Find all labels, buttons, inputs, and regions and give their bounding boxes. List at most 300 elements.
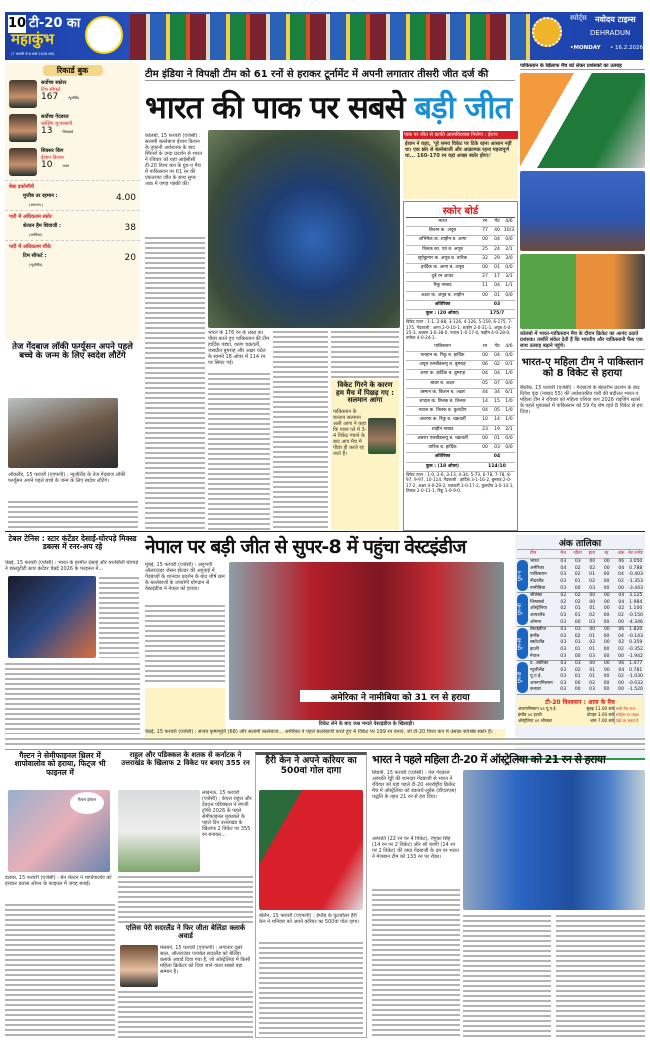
points-cell: -1.353 [628, 578, 643, 584]
points-cell: 0.359 [629, 640, 643, 646]
record-stat [5, 180, 140, 210]
section-title-line2: महाकुंभ [11, 30, 54, 48]
batter-stat: 00 [482, 435, 488, 441]
points-cell: 01 [574, 646, 581, 652]
points-cell: 03 [589, 687, 595, 693]
points-cell: 02 [618, 640, 625, 646]
perry-lead: मेलबर्न, 15 फरवरी (एएफपी) : लगातार दूसरे साल, ऑलराउंडर एनाबेल सदरलैंड को बेलिंडा क्लार्क अवार्ड दिया गया है, जो ऑस्ट्रेलिया में किसी महिला क्रिकेटर को दिया जाने वाला सबसे बड़ा सम्मान है। [160, 945, 251, 975]
points-header [517, 550, 643, 559]
salman-quote-box [331, 380, 399, 530]
scoreboard-col: रन [482, 219, 488, 224]
summary-label: कुल : (20 ओवर) [425, 311, 459, 317]
salman-agha-photo [368, 418, 396, 454]
points-row [530, 593, 643, 600]
batter-stat: 17 [494, 274, 500, 280]
batter-stat: 05 [482, 380, 488, 386]
batter-stat: 34 [494, 389, 500, 395]
page-number: 10 [8, 16, 27, 31]
points-cell: 00 [603, 653, 610, 659]
points-cell: 01 [574, 606, 581, 612]
points-cell: 01 [589, 646, 595, 652]
tennis-headline: गैल्टन ने सेमीफाइनल थ्रिलर में शापोवालोव को हराया, फिट्ज भी फाइनल में [14, 751, 106, 777]
batter-stat: 04 [482, 408, 488, 414]
points-cell: 1.477 [629, 661, 643, 667]
points-col: टीम [530, 551, 537, 556]
summary-value: 175/7 [489, 311, 505, 317]
points-team: यू.ए.ई. [530, 674, 542, 680]
batter-stat: 0/1 [505, 362, 513, 368]
points-cell: -0.403 [628, 572, 643, 578]
group-tag: ग्रुप-डी [517, 662, 528, 693]
newspaper-name: नवोदय टाइम्स [595, 15, 636, 24]
points-cell: 00 [618, 687, 624, 693]
points-cell: 04 [618, 565, 625, 571]
points-cell: 00 [618, 680, 624, 686]
points-cell: -4.346 [628, 619, 643, 625]
group-rows [530, 661, 643, 694]
batter-name: बाबर ब. अक्षर [430, 380, 455, 386]
points-team: ऑस्ट्रेलिया [530, 606, 547, 612]
batter-stat: 0/0 [505, 237, 513, 243]
batter-stat: 40 [494, 228, 500, 234]
batter-name: तिलक का. एवं ब. अयूब [422, 246, 463, 252]
nepal-headline: नेपाल पर बड़ी जीत से सुपर-8 में पहुंचा वेस्टइंडीज [145, 536, 466, 558]
stat-value: 4.00 [115, 193, 136, 203]
women-t20-body1 [372, 888, 460, 1038]
batter-name: अयूब एलबीडब्ल्यू ब. बुमराह [419, 362, 466, 368]
points-row [530, 640, 643, 647]
batter-stat: 05 [494, 408, 500, 414]
batter-stat: 0/0 [505, 292, 513, 298]
points-cell: 00 [603, 565, 610, 571]
batter-stat: 00 [482, 265, 488, 271]
batter-name: अबरार एलबीडब्ल्यू ब. चक्रवर्ती [417, 435, 468, 441]
points-cell: 00 [589, 599, 596, 605]
batter-row [406, 398, 515, 407]
today-match: इंग्लैंड vs इटली [518, 712, 542, 718]
points-cell: 03 [574, 559, 581, 565]
tt-body-col [99, 576, 139, 658]
batter-stat: 00 [482, 292, 488, 298]
section-subtitle: (7 फरवरी से 8 मार्च 2026 तक) [11, 52, 55, 56]
points-row [530, 620, 643, 627]
points-cell: 00 [589, 627, 596, 633]
points-team: नेपाल [530, 653, 540, 659]
points-cell: 3.125 [629, 593, 643, 599]
batter-row [406, 435, 515, 444]
player-avatar [9, 148, 37, 176]
ferguson-lead: ऑकलैंड, 15 फरवरी (एएफपी) : न्यूजीलैंड के तेज गेंदबाज लॉकी फर्ग्यूसन अपने पहले बच्चे के जन्म के लिए स्वदेश लौटेंगे। [8, 472, 126, 484]
batter-stat: 00 [482, 237, 488, 243]
batter-row [406, 292, 515, 301]
today-match-row [518, 718, 614, 724]
points-cell: 01 [589, 674, 595, 680]
points-cell: 03 [560, 578, 567, 584]
today-time: सुबह 11.00 बजे [586, 706, 614, 712]
points-group [517, 559, 643, 593]
points-cell: 00 [574, 619, 581, 625]
women-t20-body2 [463, 914, 551, 1038]
batter-stat: 04 [494, 283, 500, 289]
points-cell: 03 [560, 680, 567, 686]
points-cell: 03 [560, 674, 567, 680]
points-cell: 00 [603, 627, 610, 633]
stat-title: बेस्ट इकोनॉमी [9, 184, 35, 190]
batter-stat: 10 [482, 417, 488, 423]
record-team: भारत [62, 164, 70, 168]
batter-stat: 14 [482, 399, 488, 405]
points-cell: 00 [574, 687, 581, 693]
harry-kane-photo [259, 790, 363, 910]
main-headline [145, 86, 520, 128]
points-table-title: अंक तालिका [517, 536, 643, 550]
tennis-player-photo [8, 790, 110, 872]
batter-stat: 6/1 [505, 389, 513, 395]
fans-caption: कोलंबो में भारत-पाकिस्तान मैच के दौरान क्रिकेट का आनंद उठाते प्रशंसक। तस्वीरें संकेत देती हैं कि भारतीय और पाकिस्तानी फैंस एक साथ उत्साह बढ़ाने पहुंचे। [520, 331, 645, 350]
stat-title: पारी में अधिकतम चौके [9, 244, 51, 250]
record-book-panel [5, 63, 140, 340]
batter-row [406, 282, 515, 291]
points-cell: 02 [560, 599, 567, 605]
summary-value: 03 [493, 301, 501, 307]
scoreboard-col: गेंद [494, 343, 500, 349]
points-cell: 01 [589, 606, 596, 612]
points-cell: 02 [589, 578, 595, 584]
scoreboard-header [406, 218, 515, 227]
record-info [41, 148, 69, 178]
batter-name: अक्षर क. अयूब ब. शाहीन [421, 292, 464, 298]
points-cell: -0.143 [628, 633, 643, 639]
points-cell: 02 [574, 667, 581, 673]
scoreboard-col: रन [482, 343, 488, 349]
points-cell: 03 [560, 627, 567, 633]
points-row [530, 586, 643, 593]
points-cell: 02 [618, 646, 624, 652]
points-team: इंग्लैंड [530, 633, 540, 639]
points-team: न्यूजीलैंड [530, 667, 545, 673]
batter-stat: 14 [494, 417, 500, 423]
women-t20-lead: सिडनी, 15 फरवरी (एजेंसी) : तेज गेंदबाज अरुंधति रेड्डी की शानदार गेंदबाजी से भारत ने रविवार को यहां पहले टी-20 अंतर्राष्ट्रीय क्रिकेट मैच में ऑस्ट्रेलिया को डकवर्थ-लुईस (डीएलएस) पद्धति के तहत 21 रन से हरा दिया। [372, 770, 457, 800]
record-item [5, 146, 140, 180]
women-t20-body3 [556, 914, 645, 1038]
batter-name: शाहीन नाबाद [431, 426, 454, 432]
points-row [530, 559, 643, 566]
fans-kicker: पाकिस्तान के खिलाफ मैच को लेकर प्रशंसकों का उत्साह [520, 63, 645, 70]
tt-headline: टेबल टेनिस : स्टार कंटेंडर देसाई-घोरपड़े मिक्स्ड डबल्स में रनर-अप रहे [8, 534, 137, 552]
edition-day: •MONDAY [570, 45, 601, 51]
batter-stat: 77 [482, 228, 488, 234]
main-headline-blue: बड़ी जीत [414, 90, 512, 126]
points-row [530, 572, 643, 579]
points-cell: 02 [560, 606, 567, 612]
points-col: मैच [560, 551, 566, 556]
innings-team: भारत [438, 219, 447, 224]
kane-lead: बर्लिन, 15 फरवरी (एएफपी) : इंग्लैंड के फुटबॉलर हैरी केन ने शनिवार को अपने करियर का 500वां गोल दागा। [259, 913, 360, 925]
batter-row [406, 273, 515, 282]
stat-value: 20 [124, 253, 136, 263]
kane-headline: हैरी केन ने अपने करियर का 500वां गोल दागा [265, 756, 357, 776]
points-cell: 03 [560, 667, 567, 673]
edition-city: DEHRADUN [590, 29, 631, 37]
batter-name: सूर्यकुमार क. अयूब ब. तारिक [417, 255, 468, 261]
points-row [530, 674, 643, 681]
group-rows [530, 559, 643, 592]
ranji-body [118, 875, 253, 923]
record-book-title: रिकार्ड बुक [43, 65, 103, 76]
batter-stat: 0/0 [505, 265, 513, 271]
batter-stat: 11 [482, 283, 488, 289]
batter-row [406, 264, 515, 273]
edition-date: • 16.2.2026 [610, 45, 643, 51]
today-matches-title: टी-20 विश्वकप : आज के मैच [545, 699, 615, 707]
main-para2: भारत के 176 रन के लक्ष्य का पीछा करते हुए पाकिस्तान की टीम हार्दिक पंड्या, वरुण चक्रवर्ती, जसप्रीत बुमराह और अक्षर पटेल के सामने 18 ओवर में 114 रन पर सिमट गई। [208, 330, 270, 366]
batter-row [406, 246, 515, 255]
fall-of-wickets: विकेट पतन : 1-0, 2-6, 3-13, 4-34, 5-73, 6-78, 7-78, 8-97, 9-97, 10-114. गेंदबाजी : हार्दिक 3-1-16-2, बुमराह 2-0-17-2, अक्षर 4-0-29-2, चक्रवर्ती 3-0-17-2, कुलदीप 3-0-14-1, तिलक 2-0-11-1, रिंकू 1-0-9-0. [406, 471, 514, 493]
divider [5, 749, 645, 750]
points-cell: 03 [560, 559, 567, 565]
today-note: सभी मैच स्टार स्पोर्ट्स पर लाइव देखे जा सकते हैं [614, 706, 642, 724]
innings-summary-row [406, 310, 515, 319]
points-row [530, 668, 643, 675]
points-cell: 00 [603, 633, 610, 639]
bcci-logo [532, 17, 562, 47]
record-label: सर्वोच्च गेंदबाज [41, 114, 69, 120]
points-team: भारत [530, 559, 539, 565]
points-cell: 03 [589, 653, 595, 659]
points-team: जिम्बाब्वे [530, 599, 545, 605]
points-team: द. अफ्रीका [530, 661, 549, 667]
points-cell: 03 [560, 633, 567, 639]
batter-row [406, 255, 515, 264]
batter-stat: 07 [494, 380, 500, 386]
points-cell: -1.520 [628, 687, 643, 693]
points-cell: 01 [574, 612, 581, 618]
points-cell: 00 [603, 585, 610, 591]
batter-name: अभिषेक क. शाहीन ब. आगा [418, 237, 467, 243]
batter-stat: 02 [494, 362, 500, 368]
batter-stat: 04 [494, 237, 500, 243]
points-cell: 03 [560, 572, 567, 578]
tt-body [5, 662, 140, 734]
points-cell: 00 [589, 661, 596, 667]
main-body-col2 [208, 372, 270, 530]
points-cell: 06 [618, 661, 625, 667]
batter-row [406, 444, 515, 453]
batter-name: नवाज क. तिलक ब. कुलदीप [418, 408, 467, 414]
points-row [530, 661, 643, 668]
ishan-quote-title: पाक पर जीत से काफी आत्मविश्वास मिलेगा : ईशान [403, 131, 518, 139]
batter-stat: 1/0 [505, 417, 513, 423]
batter-stat: 2/1 [505, 246, 513, 252]
record-stat [5, 210, 140, 240]
record-player: ब्लेसिंग मुजरबानी [41, 121, 73, 127]
points-col: नेट रनरेट [628, 551, 644, 556]
points-col: रद्द [604, 551, 609, 556]
ferguson-body [8, 500, 138, 528]
points-cell: 04 [618, 572, 624, 578]
tt-lead: चेन्नई, 15 फरवरी (एजेंसी) : भारत के हरमीत देसाई और यशस्विनी घोरपड़े ने डब्ल्यूटीटी स्टार कंटेंडर चेन्नई 2026 के फाइनल में... [5, 560, 139, 572]
points-row [530, 606, 643, 613]
batter-stat: 23 [482, 426, 488, 432]
section-title-line1: टी-20 का [29, 16, 81, 31]
points-cell: 00 [603, 612, 610, 618]
points-cell: 00 [603, 593, 610, 599]
points-row [530, 634, 643, 641]
stat-team: (अफगान.) [29, 203, 44, 207]
points-cell: -0.150 [628, 612, 643, 618]
points-cell: 04 [618, 593, 625, 599]
points-cell: 03 [589, 619, 595, 625]
today-match: अफगानिस्तान vs यू.ए.ई. [518, 706, 557, 712]
batter-stat: 0/0 [505, 435, 513, 441]
batter-stat: 27 [482, 274, 488, 280]
points-cell: 04 [560, 565, 567, 571]
fans-friends-photo [520, 254, 645, 329]
batter-row [406, 407, 515, 416]
batter-name: दुबे रन आउट [431, 274, 454, 280]
points-cell: 01 [574, 578, 581, 584]
points-cell: -1.030 [628, 674, 643, 680]
points-cell: 00 [603, 667, 610, 673]
scoreboard-col: गेंद [494, 219, 500, 224]
batter-stat: 01 [494, 292, 500, 298]
batter-stat: 1/1 [505, 283, 513, 289]
batter-stat: 01 [494, 435, 500, 441]
india-women-celebration-photo [463, 770, 645, 910]
points-cell: 03 [560, 661, 567, 667]
stat-team: (न्यूजीलैंड) [29, 263, 43, 267]
divider [5, 531, 645, 532]
points-cell: 02 [574, 633, 581, 639]
section-label: स्पोर्ट्स [570, 14, 587, 22]
salman-quote-title: विकेट गिरने के कारण हम मैच में पिछड़ गए : सलमान आगा [336, 381, 394, 405]
record-item [5, 78, 140, 112]
usa-headline: अमेरिका ने नामीबिया को 31 रन से हराया [300, 690, 500, 702]
stat-player: शेल्डन हैम शिवाजी : [23, 223, 61, 229]
batter-stat: 15 [494, 399, 500, 405]
batter-row [406, 236, 515, 245]
batter-stat: 25 [482, 246, 488, 252]
group-rows [530, 593, 643, 626]
batter-stat: 00 [482, 445, 488, 451]
nepal-lead: मुंबई, 15 फरवरी (एजेंसी) : अनुभवी ऑलराउंडर जेसन होल्डर की अगुवाई में गेंदबाजों के शानदार प्रदर्शन के बाद शीर्ष क्रम के बल्लेबाजों के उपयोगी योगदान से वेस्टइंडीज ने नेपाल को हराया। [145, 562, 225, 592]
points-cell: 03 [574, 661, 581, 667]
points-cell: 00 [618, 585, 624, 591]
tennis-body [5, 903, 115, 1038]
perry-headline: एलिस पेरी सदरलैंड ने फिर जीता बेलिंडा क्लार्क अवार्ड [125, 924, 246, 940]
batter-name: हार्दिक क. आगा ब. अयूब [421, 265, 464, 271]
record-value-row [41, 94, 79, 102]
points-cell: 01 [589, 633, 595, 639]
points-cell: 00 [618, 619, 624, 625]
scoreboard-title: स्कोर बोर्ड [406, 203, 515, 218]
points-cell: 04 [618, 633, 624, 639]
points-cell: 00 [603, 646, 610, 652]
record-value: 13 [41, 126, 53, 136]
batter-stat: 01 [494, 265, 500, 271]
kane-body [259, 941, 363, 1036]
points-team: आयरलैंड [530, 612, 545, 618]
points-team: नीदरलैंड [530, 578, 544, 584]
fall-of-wickets: विकेट पतन : 1-1, 2-88, 3-126, 4-126, 5-159, 6-175, 7-175. गेंदबाजी : आगा 2-0-10-1, शाहीन 2-0-31-1, अयूब 4-0-25-3, अबरार 3-0-38-0, नवाज 1-0-17-0, फहीम 4-0-28-0, तारिक 4-0-24-1. [406, 319, 513, 341]
innings-summary-row [406, 301, 515, 310]
perry-body [118, 990, 253, 1038]
women-t20-headline: भारत ने पहले महिला टी-20 में ऑस्ट्रेलिया को 21 रन से हराया [372, 753, 606, 766]
points-group [517, 627, 643, 661]
stat-row [9, 253, 136, 263]
points-cell: 06 [618, 627, 625, 633]
record-value: 10 [41, 160, 53, 170]
ishan-quote-box [403, 131, 518, 199]
stat-title: पारी में अधिकतम स्कोर [9, 214, 52, 220]
points-cell: 02 [618, 606, 625, 612]
batter-name: रिंकू नाबाद [433, 283, 452, 289]
points-row [530, 613, 643, 620]
batter-row [406, 389, 515, 398]
ferguson-photo [8, 398, 118, 468]
ishan-quote-text: ईशान ने कहा, 'पूरे समय विकेट पर टिके रहना आसान नहीं था। एक छोर से बल्लेबाजी और आक्रामक रहना महत्वपूर्ण था... 160-170 रन यहां अच्छा स्कोर होगा।' [405, 141, 512, 159]
points-cell: 02 [560, 593, 567, 599]
main-body-col4 [331, 330, 399, 378]
group-tag: ग्रुप-बी [517, 594, 528, 625]
points-cell: 00 [603, 559, 610, 565]
batter-name: उस्मान क. किशन ब. अक्षर [420, 389, 465, 395]
women-a-headline: भारत-ए महिला टीम ने पाकिस्तान को 8 विकेट से हराया [521, 357, 644, 379]
points-col: हारा [588, 551, 596, 556]
points-cell: 0.788 [629, 565, 643, 571]
batter-stat: 04 [482, 371, 488, 377]
points-row [530, 627, 643, 634]
batter-stat: 04 [494, 371, 500, 377]
main-body-col1 [145, 236, 205, 530]
points-cell: 1.100 [629, 606, 643, 612]
batter-stat: 04 [494, 353, 500, 359]
points-cell: 02 [574, 593, 581, 599]
points-cell: 02 [574, 565, 581, 571]
points-cell: 03 [560, 619, 567, 625]
scoreboard-col: 4/6 [505, 219, 513, 224]
points-cell: 00 [603, 619, 610, 625]
batter-stat: 06 [482, 362, 488, 368]
salman-quote-text: पाकिस्तान के कप्तान सलमान अली आगा ने कहा कि पावर प्ले में 3-4 विकेट गंवाने के बाद आप मैच में पीछा ही करते रह जाते हैं। [333, 409, 367, 458]
points-cell: 0.781 [629, 667, 643, 673]
batter-stat: 00 [482, 353, 488, 359]
scoreboard-header [406, 343, 515, 352]
innings-summary-row [406, 453, 515, 462]
points-cell: 04 [618, 599, 625, 605]
points-cell: 00 [603, 680, 610, 686]
points-row [530, 654, 643, 661]
points-group [517, 593, 643, 627]
batter-stat: 44 [482, 389, 488, 395]
continuation-text [5, 737, 645, 747]
batter-stat: 10/3 [503, 228, 515, 234]
stat-player: मुजीब उर रहमान : [23, 193, 58, 199]
points-cell: 03 [560, 640, 567, 646]
points-cell: 1.820 [629, 627, 643, 633]
record-player: ईशान किशन [41, 155, 64, 161]
usa-lead: चेन्नई, 15 फरवरी (एजेंसी) : संजय कृष्णमूर्ति (68) और सलामी बल्लेबाज... अमेरिका ने पहले बल्लेबाजी करते हुए 4 विकेट पर 199 रन बनाए, जो टी-20 विश्व कप में उसका सर्वश्रेष्ठ स्कोर है। [145, 729, 505, 741]
group-rows [530, 627, 643, 660]
points-cell: -0.352 [628, 646, 643, 652]
points-cell: 3.050 [629, 559, 643, 565]
scoreboard-col: 4/6 [505, 343, 513, 349]
batter-stat: 0/0 [505, 353, 513, 359]
points-row [530, 579, 643, 586]
points-cell: 00 [603, 640, 610, 646]
stat-team: (अमेरिका) [29, 233, 43, 237]
stat-value: 38 [124, 223, 136, 233]
